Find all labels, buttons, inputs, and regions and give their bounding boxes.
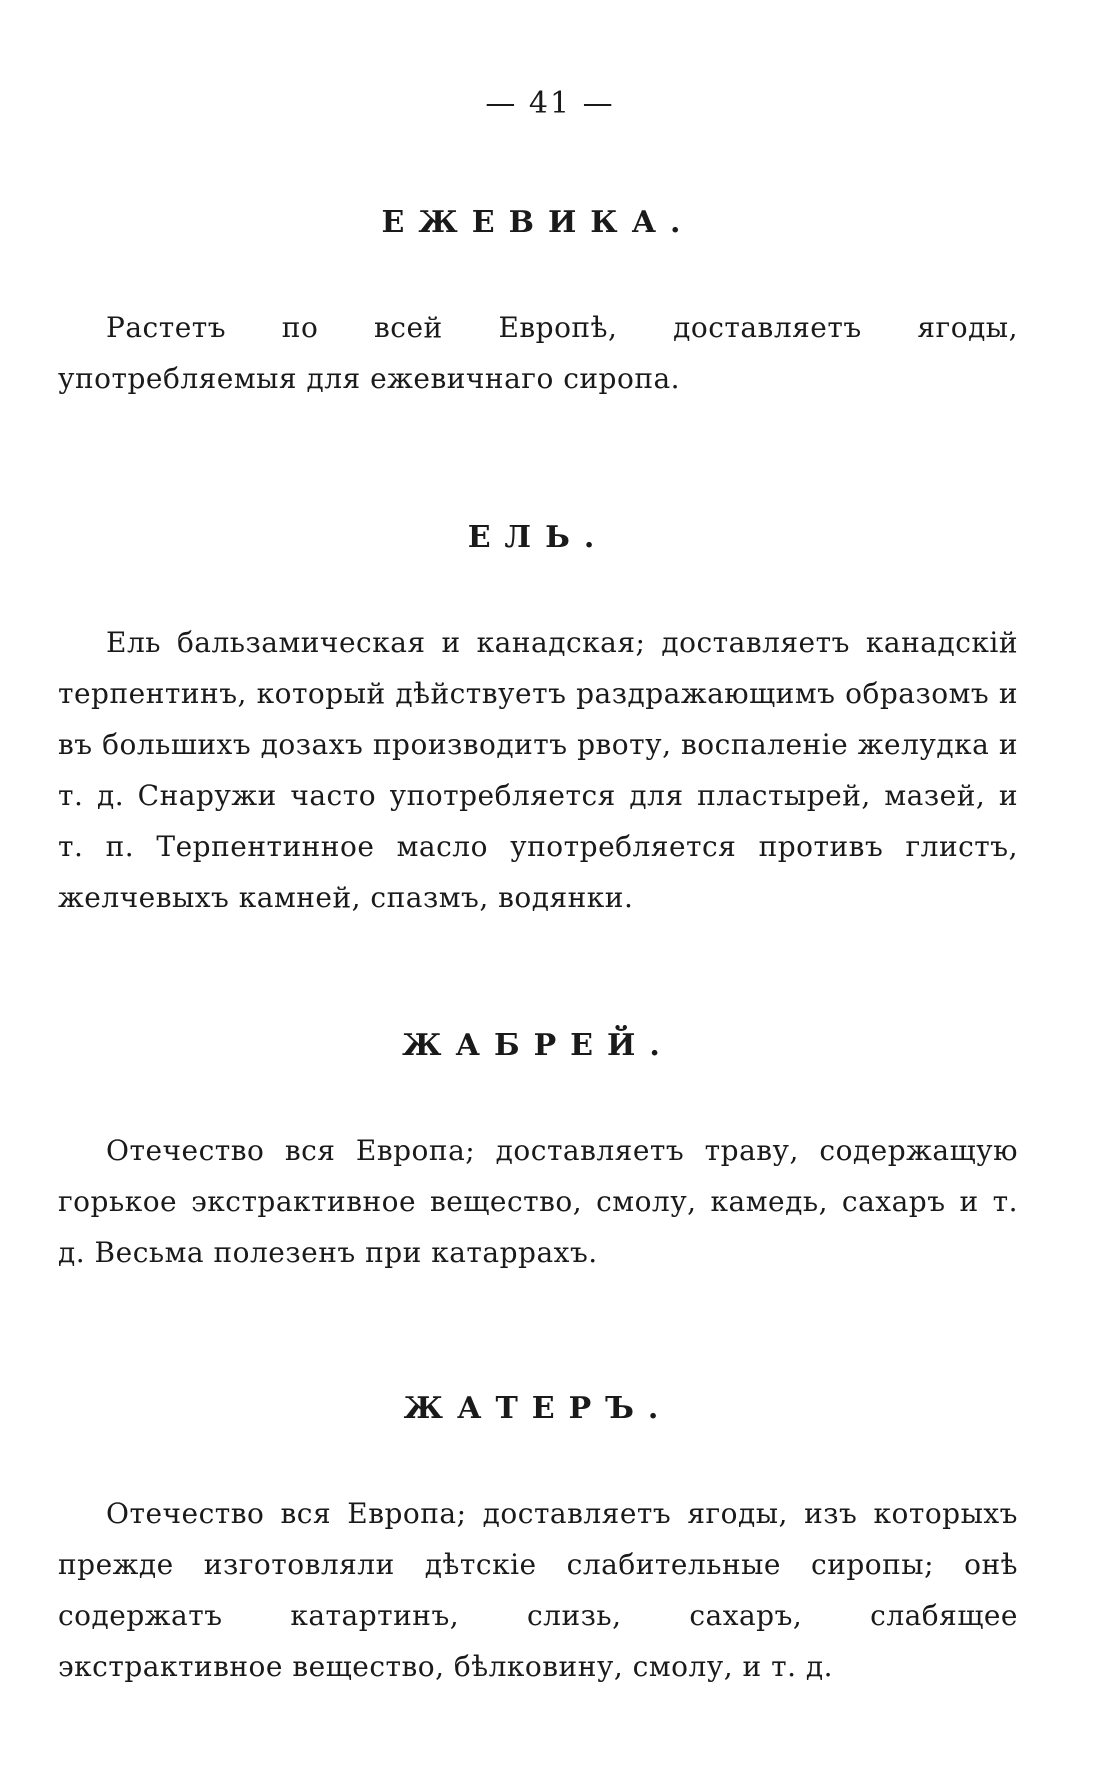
- entry-text: Ель бальзамическая и канадская; доставляетъ канадскій терпентинъ, который дѣйствуетъ раздражающимъ образомъ и въ большихъ дозахъ производитъ рвоту, воспаленіе желудка и т. д. Снаружи часто употребляется для пластырей, мазей, и т. п. Терпентинное масло употребляется противъ глистъ, желчевыхъ камней, спазмъ, водянки.: [58, 626, 1018, 914]
- entry-text: Растетъ по всей Европѣ, доставляетъ ягоды, употребляемыя для ежевичнаго сиропа.: [58, 311, 1018, 395]
- page-number: — 41 —: [485, 86, 615, 121]
- entry-heading: ЖАБРЕЙ.: [402, 1028, 674, 1063]
- entry-zhabrei: [58, 1028, 1018, 1278]
- entry-zhater: [58, 1391, 1018, 1692]
- entry-el: [58, 520, 1018, 923]
- entry-text: Отечество вся Европа; доставляетъ ягоды, изъ которыхъ прежде изготовляли дѣтскіе слабительные сиропы; онѣ содержатъ катартинъ, слизь, сахаръ, слабящее экстрактивное вещество, бѣлковину, смолу, и т. д.: [58, 1497, 1018, 1683]
- entry-text: Отечество вся Европа; доставляетъ траву, содержащую горькое экстрактивное вещество, смолу, камедь, сахаръ и т. д. Весьма полезенъ при катаррахъ.: [58, 1134, 1018, 1269]
- entry-heading: ЕЛЬ.: [467, 520, 609, 555]
- entry-heading: ЕЖЕВИКА.: [381, 205, 695, 240]
- entry-heading: ЖАТЕРЪ.: [403, 1391, 673, 1426]
- entry-ezhevika: [58, 205, 1018, 404]
